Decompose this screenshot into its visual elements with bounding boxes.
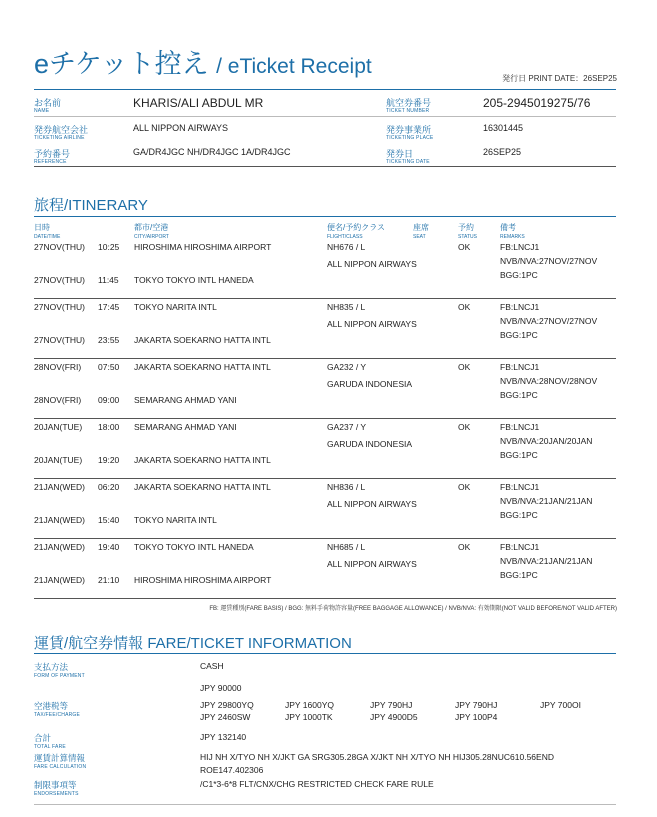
dep-time: 07:50 [98,362,120,372]
itinerary-segment [0,242,657,302]
remark-baggage: BGG:1PC [500,450,538,460]
tax-item: JPY 100P4 [455,712,498,722]
remark-fare-basis: FB:LNCJ1 [500,302,540,312]
ticketing-airline: ALL NIPPON AIRWAYS [133,123,229,133]
dep-date: 20JAN(TUE) [34,422,83,432]
ticket-number: 205-2945019275/76 [483,96,591,110]
col-city-en: CITY/AIRPORT [134,234,169,240]
page-title [34,42,372,81]
ticketing-place: 16301445 [483,123,524,133]
arr-city: SEMARANG AHMAD YANI [134,395,237,405]
remark-validity: NVB/NVA:27NOV/27NOV [500,316,598,326]
airline-label-en: TICKETING AIRLINE [34,135,85,141]
name-label-en: NAME [34,108,50,114]
tax-item: JPY 790HJ [455,700,498,710]
print-date: 発行日 PRINT DATE：26SEP25 [502,74,617,83]
remark-validity: NVB/NVA:21JAN/21JAN [500,496,593,506]
payment-value: CASH [200,661,224,671]
arr-date: 27NOV(THU) [34,335,86,345]
reference-value: GA/DR4JGC NH/DR4JGC 1A/DR4JGC [133,147,291,157]
remark-baggage: BGG:1PC [500,510,538,520]
dep-date: 21JAN(WED) [34,482,86,492]
dep-time: 17:45 [98,302,120,312]
dep-time: 19:40 [98,542,120,552]
title-ja: eチケット控え [34,49,209,79]
reference-label: 予約番号 [34,149,71,159]
remark-baggage: BGG:1PC [500,570,538,580]
arr-time: 11:45 [98,275,119,285]
date-label-en: TICKETING DATE [386,159,430,165]
dep-city: JAKARTA SOEKARNO HATTA INTL [134,362,271,372]
col-remarks: 備考 [500,223,516,232]
divider [34,166,616,167]
arr-date: 20JAN(TUE) [34,455,83,465]
status: OK [458,362,471,372]
col-status: 予約 [458,223,474,232]
carrier: ALL NIPPON AIRWAYS [327,259,417,269]
tax-item: JPY 700OI [540,700,581,710]
segment-divider [34,478,616,479]
payment-label: 支払方法 [34,662,69,672]
status: OK [458,302,471,312]
calc-label-en: FARE CALCULATION [34,764,87,770]
ticketing-date: 26SEP25 [483,147,522,157]
remark-validity: NVB/NVA:20JAN/20JAN [500,436,593,446]
dep-date: 27NOV(THU) [34,242,86,252]
reference-label-en: REFERENCE [34,159,67,165]
status: OK [458,422,471,432]
airline-label: 発券航空会社 [34,125,89,135]
ticket-number-label-en: TICKET NUMBER [386,108,430,114]
arr-time: 15:40 [98,515,120,525]
tax-label-en: TAX/FEE/CHARGE [34,712,81,718]
segment-divider [34,418,616,419]
status: OK [458,542,471,552]
dep-date: 27NOV(THU) [34,302,86,312]
col-remarks-en: REMARKS [500,234,525,240]
col-status-en: STATUS [458,234,477,240]
col-seat: 座席 [413,223,429,232]
fare-title: 運賃/航空券情報 FARE/TICKET INFORMATION [34,635,352,652]
segment-divider [34,298,616,299]
arr-city: TOKYO NARITA INTL [134,515,217,525]
ticket-number-label: 航空券番号 [386,98,432,108]
divider [34,653,616,654]
dep-date: 28NOV(FRI) [34,362,82,372]
arr-date: 21JAN(WED) [34,515,86,525]
flight-class: NH676 / L [327,242,366,252]
fare-calc-line1: HIJ NH X/TYO NH X/JKT GA SRG305.28GA X/JKT NH X/TYO NH HIJ305.28NUC610.56END [200,752,554,762]
passenger-name: KHARIS/ALI ABDUL MR [133,96,264,110]
flight-class: NH835 / L [327,302,366,312]
total-value: JPY 132140 [200,732,247,742]
tax-item: JPY 1600YQ [285,700,334,710]
itinerary-title: 旅程/ITINERARY [34,197,148,214]
itinerary-segment [0,302,657,362]
segment-divider [34,358,616,359]
remark-fare-basis: FB:LNCJ1 [500,542,540,552]
place-label-en: TICKETING PLACE [386,135,434,141]
col-date-en: DATE/TIME [34,234,61,240]
remark-baggage: BGG:1PC [500,330,538,340]
arr-time: 21:10 [98,575,120,585]
dep-time: 18:00 [98,422,120,432]
fare-calc-line2: ROE147.402306 [200,765,264,775]
col-flight-en: FLIGHT/CLASS [327,234,363,240]
col-flight: 便名/予約クラス [327,223,385,232]
endorsements-value: /C1*3-6*8 FLT/CNX/CHG RESTRICTED CHECK FARE RULE [200,779,434,789]
divider [34,598,616,599]
total-label-en: TOTAL FARE [34,744,66,750]
itinerary-segment [0,482,657,542]
flight-class: NH836 / L [327,482,366,492]
carrier: ALL NIPPON AIRWAYS [327,559,417,569]
dep-city: TOKYO NARITA INTL [134,302,217,312]
arr-city: TOKYO TOKYO INTL HANEDA [134,275,254,285]
carrier: ALL NIPPON AIRWAYS [327,319,417,329]
dep-city: HIROSHIMA HIROSHIMA AIRPORT [134,242,272,252]
segment-divider [34,538,616,539]
dep-city: TOKYO TOKYO INTL HANEDA [134,542,254,552]
divider [34,804,616,805]
total-label: 合計 [34,733,52,743]
col-seat-en: SEAT [413,234,426,240]
divider [34,116,616,117]
divider [34,216,616,217]
tax-item: JPY 1000TK [285,712,333,722]
arr-date: 27NOV(THU) [34,275,86,285]
col-city: 都市/空港 [134,223,169,232]
arr-date: 28NOV(FRI) [34,395,82,405]
carrier: GARUDA INDONESIA [327,379,413,389]
carrier: ALL NIPPON AIRWAYS [327,499,417,509]
place-label: 発券事業所 [386,125,432,135]
status: OK [458,242,471,252]
endorsements-label-en: ENDORSEMENTS [34,791,79,797]
arr-time: 19:20 [98,455,120,465]
remark-fare-basis: FB:LNCJ1 [500,422,540,432]
tax-item: JPY 2460SW [200,712,251,722]
itinerary-segment [0,542,657,602]
dep-city: SEMARANG AHMAD YANI [134,422,237,432]
flight-class: NH685 / L [327,542,366,552]
remark-baggage: BGG:1PC [500,270,538,280]
carrier: GARUDA INDONESIA [327,439,413,449]
col-date: 日時 [34,223,50,232]
arr-city: JAKARTA SOEKARNO HATTA INTL [134,335,271,345]
tax-item: JPY 4900D5 [370,712,418,722]
remark-fare-basis: FB:LNCJ1 [500,482,540,492]
arr-city: HIROSHIMA HIROSHIMA AIRPORT [134,575,272,585]
itinerary-segment [0,362,657,422]
remark-validity: NVB/NVA:27NOV/27NOV [500,256,598,266]
name-label: お名前 [34,98,62,108]
remark-validity: NVB/NVA:28NOV/28NOV [500,376,598,386]
calc-label: 運賃計算情報 [34,753,86,763]
arr-date: 21JAN(WED) [34,575,86,585]
divider [34,89,616,90]
flight-class: GA237 / Y [327,422,367,432]
remark-fare-basis: FB:LNCJ1 [500,362,540,372]
tax-item: JPY 790HJ [370,700,413,710]
arr-city: JAKARTA SOEKARNO HATTA INTL [134,455,271,465]
remark-fare-basis: FB:LNCJ1 [500,242,540,252]
itinerary-footnote: FB: 運賃種別(FARE BASIS) / BGG: 無料手荷物許容量(FREE BAGGAGE ALLOWANCE) / NVB/NVA: 有効期限(NOT VALID BEFORE/NOT VALID AFTER) [209,606,617,612]
tax-item: JPY 29800YQ [200,700,254,710]
tax-label: 空港税等 [34,701,69,711]
dep-city: JAKARTA SOEKARNO HATTA INTL [134,482,271,492]
endorsements-label: 制限事項等 [34,780,77,790]
remark-validity: NVB/NVA:21JAN/21JAN [500,556,593,566]
arr-time: 09:00 [98,395,120,405]
itinerary-segment [0,422,657,482]
dep-time: 10:25 [98,242,120,252]
arr-time: 23:55 [98,335,120,345]
remark-baggage: BGG:1PC [500,390,538,400]
status: OK [458,482,471,492]
date-label: 発券日 [386,149,414,159]
flight-class: GA232 / Y [327,362,367,372]
dep-date: 21JAN(WED) [34,542,86,552]
payment-label-en: FORM OF PAYMENT [34,673,85,679]
title-en: / eTicket Receipt [216,55,372,78]
base-fare: JPY 90000 [200,683,242,693]
dep-time: 06:20 [98,482,120,492]
